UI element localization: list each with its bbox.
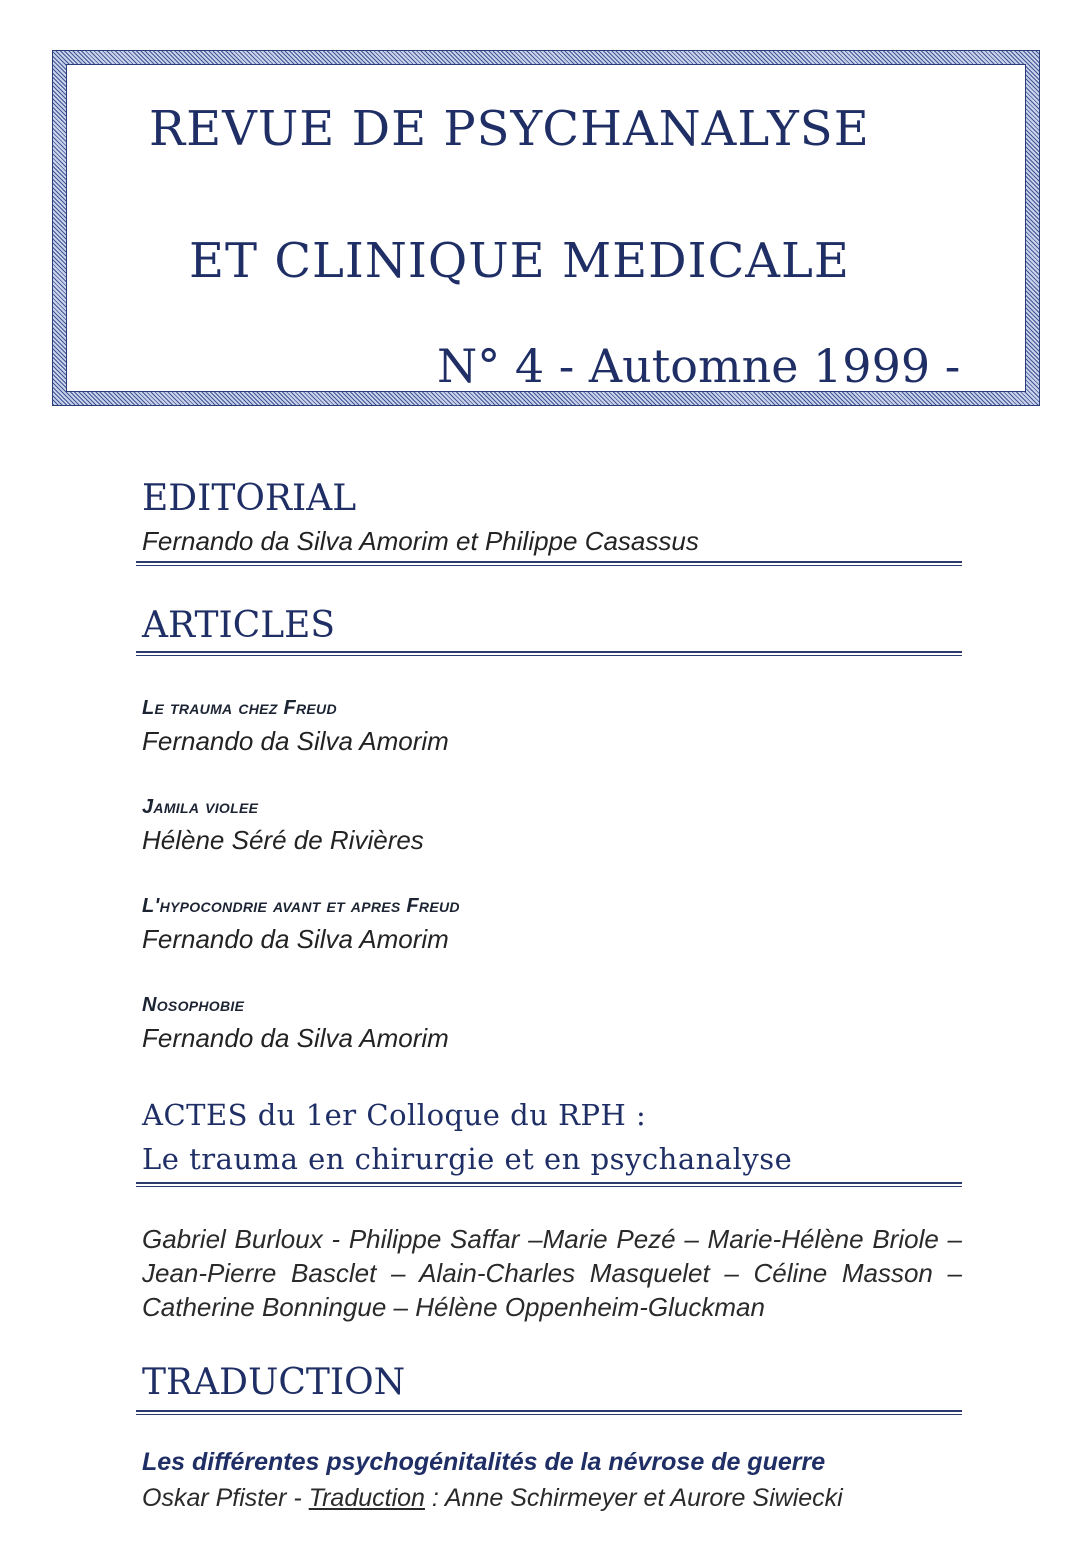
actes-heading-line-2: Le trauma en chirurgie et en psychanalyse [142,1142,793,1176]
article-author: Fernando da Silva Amorim [142,924,449,954]
section-divider [136,561,962,566]
traduction-author: Oskar Pfister - [142,1484,309,1512]
editorial-authors: Fernando da Silva Amorim et Philippe Casassus [142,526,699,556]
masthead-panel [66,64,1026,392]
articles-heading: ARTICLES [142,605,336,646]
section-divider [136,1410,962,1415]
article-title: L'hypocondrie avant et apres Freud [142,895,460,917]
journal-title-line-2: ET CLINIQUE MEDICALE [189,233,850,289]
traduction-heading: TRADUCTION [142,1362,406,1403]
actes-heading-line-1: ACTES du 1er Colloque du RPH : [142,1098,647,1132]
traduction-translators: : Anne Schirmeyer et Aurore Siwiecki [424,1484,843,1512]
journal-title-line-1: REVUE DE PSYCHANALYSE [149,101,870,157]
masthead-frame [52,50,1040,406]
article-title: Jamila violee [142,796,259,818]
article-title: Le trauma chez Freud [142,697,337,719]
section-divider [136,651,962,656]
actes-contributors: Gabriel Burloux - Philippe Saffar –Marie Pezé – Marie-Hélène Briole – Jean-Pierre Basclet – Alain-Charles Masquelet – Céline Masson – Catherine Bonningue – Hélène Oppenheim-Gluckman [142,1224,962,1322]
editorial-heading: EDITORIAL [142,478,357,519]
article-author: Fernando da Silva Amorim [142,726,449,756]
traduction-credit [142,1484,843,1513]
traduction-title: Les différentes psychogénitalités de la névrose de guerre [142,1448,826,1476]
article-author: Fernando da Silva Amorim [142,1023,449,1053]
section-divider [136,1182,962,1187]
traduction-label: Traduction [308,1484,425,1512]
issue-label: N° 4 - Automne 1999 - [437,339,961,393]
article-author: Hélène Séré de Rivières [142,825,424,855]
article-title: Nosophobie [142,994,245,1016]
